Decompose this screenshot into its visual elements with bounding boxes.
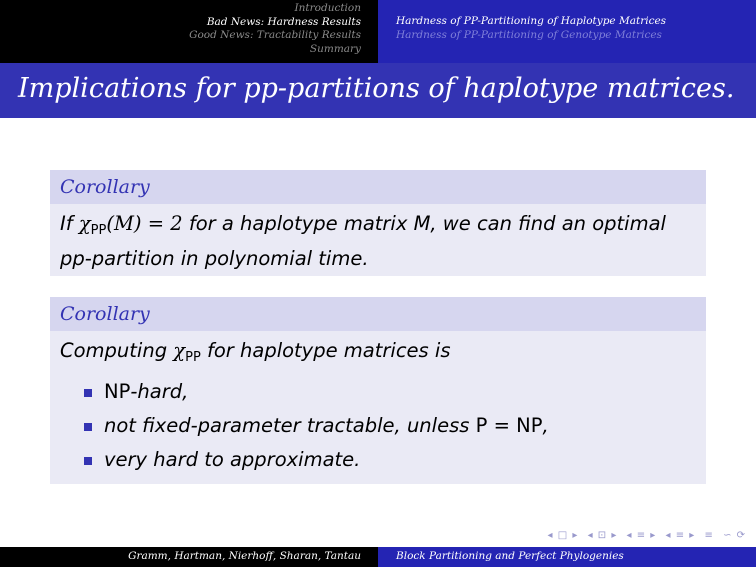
footer-author: Gramm, Hartman, Nierhoff, Sharan, Tantau — [128, 550, 361, 562]
list-item — [60, 409, 696, 443]
section-nav-icon[interactable]: ◂ ≡ ▸ — [626, 530, 657, 541]
corollary-1-line-2: pp-partition in polynomial time. — [60, 247, 369, 270]
corollary-block-title: Corollary — [50, 170, 706, 204]
corollary-list — [60, 375, 696, 477]
subsection-nav-icon[interactable]: ◂ ⊡ ▸ — [587, 530, 618, 541]
search-back-icon[interactable]: ∽ ⟳ — [723, 530, 746, 541]
np-text: NP — [104, 380, 131, 403]
intro-post: for haplotype matrices is — [200, 339, 451, 362]
appendix-nav-icon[interactable]: ≡ — [704, 530, 714, 541]
bullet-square-icon — [84, 423, 92, 431]
p-equals-np: P = NP — [475, 414, 543, 437]
text-rest: for a haplotype matrix M, we can find an optimal — [182, 212, 666, 235]
nav-section-hardness[interactable]: Bad News: Hardness Results — [206, 15, 361, 28]
footer-bar — [0, 547, 756, 567]
nav-section-summary[interactable]: Summary — [309, 42, 361, 55]
beamer-navigation-symbols — [543, 530, 746, 541]
footer-right — [378, 547, 756, 567]
frame-title-bar — [0, 63, 756, 118]
corollary-block-body — [50, 204, 706, 279]
text-if: If — [60, 212, 79, 235]
frame-title: Implications for pp-partitions of haplotype matrices. — [18, 73, 735, 104]
frame-nav-icon[interactable]: ◂ □ ▸ — [547, 530, 579, 541]
list-item — [60, 375, 696, 409]
document-nav-icon[interactable]: ◂ ≡ ▸ — [665, 530, 696, 541]
corollary-block-title: Corollary — [50, 297, 706, 331]
footer-left — [0, 547, 378, 567]
corollary-2-intro — [60, 337, 696, 372]
chi-subscript: PP — [185, 350, 201, 365]
corollary-block-2 — [50, 297, 706, 484]
nav-subsection-genotype[interactable]: Hardness of PP-Partitioning of Genotype Matrices — [396, 28, 662, 41]
corollary-block-body — [50, 331, 706, 483]
item-text: -hard, — [130, 380, 189, 403]
corollary-1-line-1 — [60, 210, 696, 245]
nav-section-introduction[interactable]: Introduction — [294, 2, 361, 14]
item-text: very hard to approximate. — [104, 448, 361, 471]
bullet-square-icon — [84, 389, 92, 397]
intro-pre: Computing — [60, 339, 174, 362]
corollary-block-1 — [50, 170, 706, 276]
nav-section-tractability[interactable]: Good News: Tractability Results — [189, 29, 361, 41]
item-text: not fixed-parameter tractable, unless — [104, 414, 476, 437]
footer-talk-title: Block Partitioning and Perfect Phylogenies — [396, 550, 624, 562]
chi-symbol: χ — [173, 339, 186, 362]
subsection-navigation — [378, 0, 756, 63]
bullet-square-icon — [84, 457, 92, 465]
chi-argument: (M) = 2 — [106, 212, 183, 235]
section-navigation — [0, 0, 378, 63]
list-item — [60, 443, 696, 477]
nav-subsection-haplotype[interactable]: Hardness of PP-Partitioning of Haplotype Matrices — [396, 15, 667, 27]
chi-symbol: χ — [78, 212, 91, 235]
item-text-post: , — [542, 414, 549, 437]
chi-subscript: PP — [90, 223, 107, 238]
header-bar — [0, 0, 756, 63]
